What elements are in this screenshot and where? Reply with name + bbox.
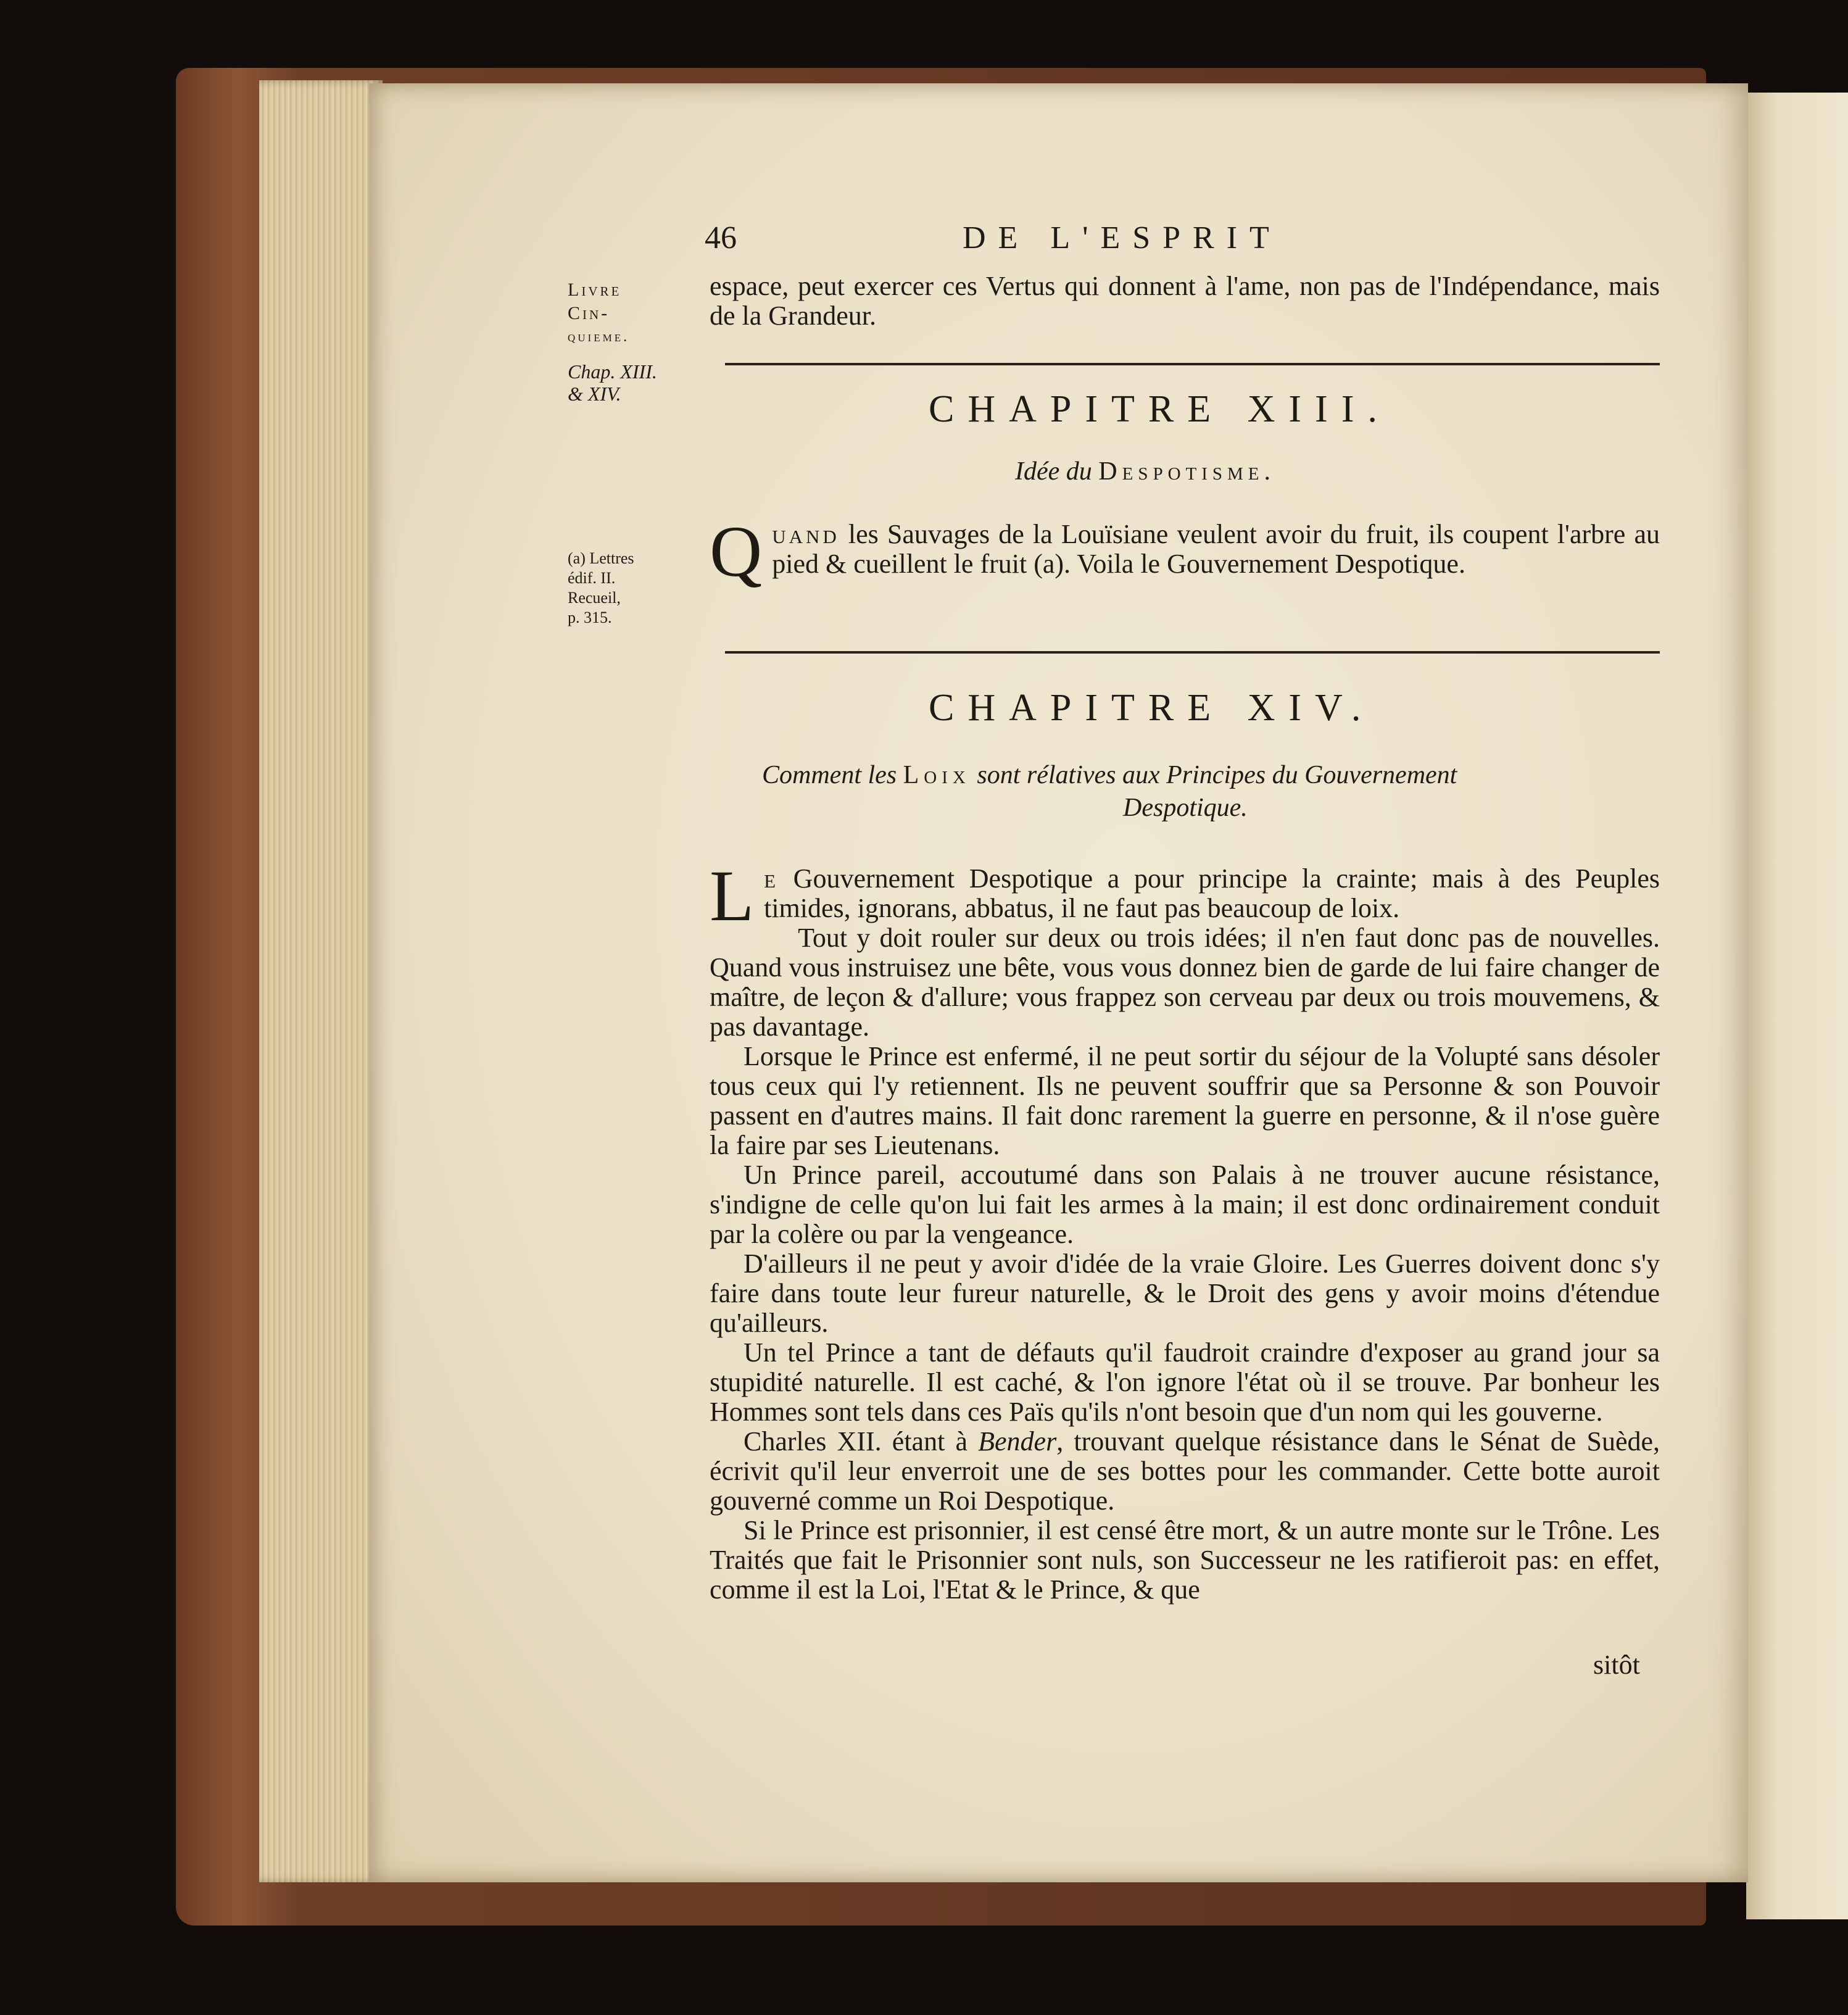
- margin-chapter-ref-1: Chap. XIII.: [568, 360, 657, 383]
- intro-paragraph: [710, 272, 1660, 331]
- chapter-13-title-prefix: Idée du: [1015, 457, 1092, 486]
- chapter-13-dropcap: Q: [710, 511, 763, 592]
- chapter-14-heading: CHAPITRE XIV.: [929, 687, 1375, 729]
- chapter-14-lead: e: [764, 863, 779, 894]
- catchword: sitôt: [1593, 1650, 1640, 1680]
- rule-middle: [725, 651, 1660, 654]
- chapter-14-paragraph-5: D'ailleurs il ne peut y avoir d'idée de la vraie Gloire. Les Guerres doivent donc s'y faire dans toute leur fureur naturelle, & le Droit des gens y avoir moins d'étendue qu'ailleurs.: [710, 1248, 1660, 1338]
- chapter-14-paragraph-4: Un Prince pareil, accoutumé dans son Palais à ne trouver aucune résistance, s'indigne de celle qu'on lui fait les armes à la main; il est donc ordinairement conduit par la colère ou par la vengeance.: [710, 1160, 1660, 1249]
- margin-footnote-4: p. 315.: [568, 609, 612, 626]
- chapter-14-title-caps: Loix: [903, 761, 971, 789]
- chapter-14-paragraph-7: [710, 1427, 1660, 1516]
- margin-book-label-2: Cin-: [568, 303, 610, 323]
- chapter-14-title-line2: Despotique.: [1123, 794, 1248, 822]
- chapter-14-paragraph-3: Lorsque le Prince est enfermé, il ne peut sortir du séjour de la Volupté sans désoler tous ceux qui l'y retiennent. Ils ne peuvent souffrir que sa Personne & son Pouvoir passent en d'autres mains. Il fait donc rarement la guerre en personne, & il n'ose guère la faire par ses Lieutenans.: [710, 1041, 1660, 1160]
- charles-text-before: Charles XII. étant à: [744, 1426, 968, 1456]
- page-number: 46: [705, 220, 737, 256]
- margin-book-label-3: quieme.: [568, 329, 630, 345]
- rule-top: [725, 363, 1660, 365]
- chapter-13-title-caps: Despotisme.: [1098, 457, 1276, 486]
- facing-page-edge: [1746, 93, 1848, 1919]
- chapter-14-title-b: sont rélatives aux Principes du Gouvernement: [977, 761, 1457, 789]
- chapter-14-paragraph-2: Tout y doit rouler sur deux ou trois idées; il n'en faut donc pas de nouvelles. Quand vous instruisez une bête, vous vous donnez bien de garde de lui faire changer de maître, de leçon & d'allure; vous frappez son cerveau par deux ou trois mouvemens, & pas davantage.: [710, 923, 1660, 1042]
- page-block-edges: [259, 80, 383, 1882]
- chapter-14-dropcap: L: [710, 855, 755, 936]
- intro-text: espace, peut exercer ces Vertus qui donnent à l'ame, non pas de l'Indépendance, mais de la Grandeur.: [710, 271, 1660, 331]
- chapter-14-paragraph-1: [710, 855, 1660, 936]
- chapter-14-paragraph-8: Si le Prince est prisonnier, il est censé être mort, & un autre monte sur le Trône. Les Traités que fait le Prisonnier sont nuls, son Successeur ne les ratifieroit pas: en effet, comme il est la Loi, l'Etat & le Prince, & que: [710, 1515, 1660, 1605]
- chapter-13-text: les Sauvages de la Louïsiane veulent avoir du fruit, ils coupent l'arbre au pied & cueillent le fruit (a). Voila le Gouvernement Despotique.: [772, 519, 1660, 579]
- chapter-13-heading: CHAPITRE XIII.: [929, 388, 1391, 430]
- chapter-13-paragraph: [710, 511, 1660, 592]
- chapter-14-paragraph-1-text: Gouvernement Despotique a pour principe la crainte; mais à des Peuples timides, ignorans, abbatus, il ne faut pas beaucoup de loix.: [764, 863, 1660, 923]
- chapter-13-body: [710, 511, 1660, 592]
- chapter-14-paragraph-6: Un tel Prince a tant de défauts qu'il faudroit craindre d'exposer au grand jour sa stupidité naturelle. Il est caché, & l'on ignore l'état où il se trouve. Par bonheur les Hommes sont tels dans ces Païs qu'ils n'ont besoin que d'un nom qui les gouverne.: [710, 1337, 1660, 1427]
- chapter-14-body: [710, 855, 1660, 1605]
- chapter-13-title: [1015, 457, 1275, 486]
- charles-text-after: , trouvant quelque résistance dans le Sénat de Suède, écrivit qu'il leur enverroit une de ses bottes pour les commander. Cette botte auroit gouverné comme un Roi Despotique.: [710, 1426, 1660, 1516]
- chapter-14-title-a: Comment les: [762, 761, 897, 789]
- margin-footnote-3: Recueil,: [568, 589, 621, 607]
- chapter-14-title-line1: [762, 760, 1457, 790]
- margin-footnote-1: (a) Lettres: [568, 549, 634, 567]
- margin-chapter-ref-2: & XIV.: [568, 383, 621, 405]
- margin-footnote-2: édif. II.: [568, 569, 616, 587]
- margin-book-label-1: Livre: [568, 280, 622, 300]
- chapter-13-lead: uand: [772, 519, 840, 549]
- charles-place: Bender: [978, 1426, 1057, 1456]
- running-title: DE L'ESPRIT: [963, 220, 1282, 256]
